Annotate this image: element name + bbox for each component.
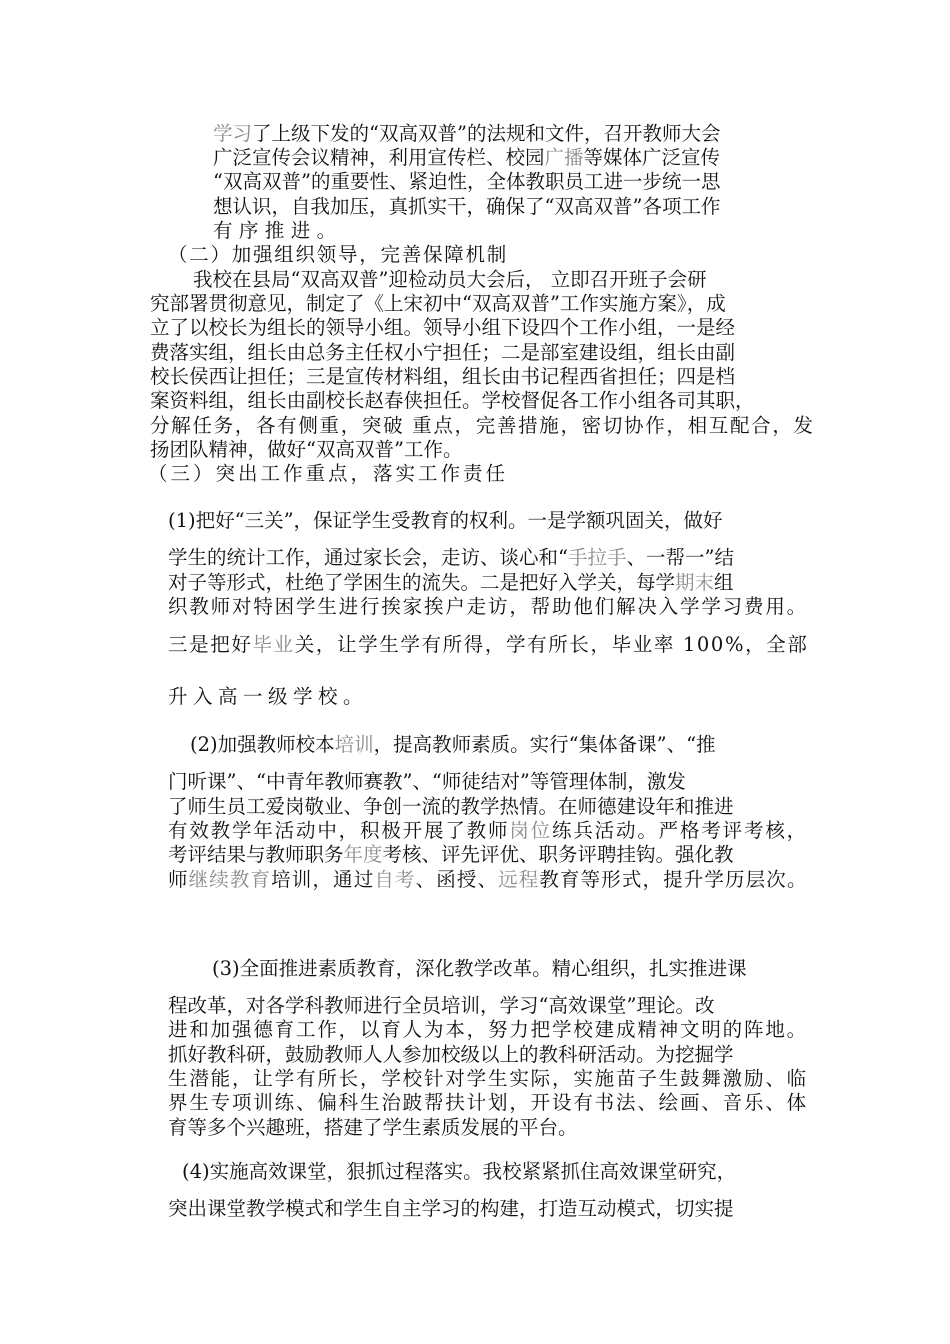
section2-paragraph-line xyxy=(150,414,815,438)
text-fragment: 考评结果与教师职务 xyxy=(168,843,344,866)
text-fragment: 进和加强德育工作，以育人为本，努力把学校建成精神文明的阵地。 xyxy=(168,1018,808,1041)
text-fragment: “双高双普”的重要性、紧迫性，全体教职员工进一步统一思 xyxy=(213,170,721,193)
grey-text-fragment: 年度 xyxy=(343,843,383,866)
text-fragment: 分解任务，各有侧重，突破 重点，完善措施，密切协作，相互配合，发 xyxy=(150,414,815,437)
text-fragment: 校长侯西让担任；三是宣传材料组，组长由书记程西省担任；四是档 xyxy=(150,365,736,388)
text-fragment: 学生的统计工作，通过家长会，走访、谈心和“ xyxy=(168,546,568,569)
section2-paragraph-line xyxy=(150,341,735,365)
text-fragment: 培训，通过 xyxy=(271,868,375,891)
text-fragment: 究部署贯彻意见，制定了《上宋初中“双高双普”工作实施方案》，成 xyxy=(150,292,726,315)
grey-text-fragment: 培训 xyxy=(334,733,374,756)
grey-text-fragment: 期末 xyxy=(675,571,715,594)
section2-paragraph-line xyxy=(150,365,735,389)
text-fragment: 师 xyxy=(168,868,189,891)
text-fragment: 织教师对特困学生进行挨家挨户走访，帮助他们解决入学学习费用。 xyxy=(168,595,808,618)
text-fragment: 对子等形式，杜绝了学困生的流失。二是把好入学关，每学 xyxy=(168,571,676,594)
item1-paragraph-line xyxy=(168,595,808,619)
text-fragment: 程改革，对各学科教师进行全员培训，学习“高效课堂”理论。改 xyxy=(168,994,715,1017)
text-fragment: 立了以校长为组长的领导小组。领导小组下设四个工作小组，一是经 xyxy=(150,316,736,339)
text-fragment: 费落实组，组长由总务主任权小宁担任；二是部室建设组，组长由副 xyxy=(150,341,736,364)
text-fragment: 门听课”、“中青年教师赛教”、“师徒结对”等管理体制，激发 xyxy=(168,770,686,793)
section-heading-2: （二）加强组织领导，完善保障机制 xyxy=(168,243,509,266)
grey-text-fragment: 远程 xyxy=(498,868,540,891)
item2-paragraph-line xyxy=(190,733,716,757)
item4-paragraph-line xyxy=(168,1197,734,1221)
item3-paragraph-line xyxy=(168,1091,808,1115)
item1-paragraph-line xyxy=(168,685,368,709)
text-fragment: 扬团队精神，做好“双高双普”工作。 xyxy=(150,438,463,461)
item2-paragraph-line xyxy=(168,819,808,843)
item4-paragraph-line xyxy=(182,1160,736,1184)
text-fragment: (3)全面推进素质教育，深化教学改革。精心组织，扎实推进课 xyxy=(212,957,747,980)
item3-paragraph-line xyxy=(168,994,714,1018)
grey-text-fragment: 手拉手 xyxy=(567,546,627,569)
grey-text-fragment: 继续教育 xyxy=(188,868,272,891)
grey-text-fragment: 广播 xyxy=(544,146,584,169)
section2-paragraph-line xyxy=(150,292,726,316)
text-fragment: 突出课堂教学模式和学生自主学习的构建，打造互动模式，切实提 xyxy=(168,1197,734,1220)
section2-paragraph-line xyxy=(150,389,755,413)
text-fragment: 界生专项训练、偏科生治跛帮扶计划，开设有书法、绘画、音乐、体 xyxy=(168,1091,808,1114)
text-fragment: 升入高一级学校。 xyxy=(168,685,369,708)
intro-paragraph-line xyxy=(213,219,343,243)
text-fragment: 生潜能，让学有所长，学校针对学生实际，实施苗子生鼓舞激励、临 xyxy=(168,1067,808,1090)
text-fragment: (1)把好“三关”，保证学生受教育的权利。一是学额巩固关，做好 xyxy=(168,509,723,532)
item2-paragraph-line xyxy=(168,868,808,892)
text-fragment: 想认识，自我加压，真抓实干，确保了“双高双普”各项工作 xyxy=(213,195,721,218)
item3-paragraph-line xyxy=(212,957,747,981)
grey-text-fragment: 岗位 xyxy=(509,819,552,842)
text-fragment: 育等多个兴趣班，搭建了学生素质发展的平台。 xyxy=(168,1116,578,1139)
item3-paragraph-line xyxy=(168,1018,808,1042)
text-fragment: 教育等形式，提升学历层次。 xyxy=(539,868,808,891)
text-fragment: 考核、评先评优、职务评聘挂钩。强化教 xyxy=(382,843,734,866)
intro-paragraph-line xyxy=(213,122,720,146)
item2-paragraph-line xyxy=(168,843,734,867)
item3-paragraph-line xyxy=(168,1043,734,1067)
text-fragment: (4)实施高效课堂，狠抓过程落实。我校紧紧抓住高效课堂研究， xyxy=(182,1160,737,1183)
intro-paragraph-line xyxy=(213,146,720,170)
text-fragment: 组 xyxy=(714,571,734,594)
section-heading-3: （三）突出工作重点，落实工作责任 xyxy=(148,462,509,485)
text-fragment: 、一帮一”结 xyxy=(626,546,734,569)
section2-paragraph-line xyxy=(193,268,707,292)
item1-paragraph-line xyxy=(168,546,734,570)
text-fragment: 练兵活动。严格考评考核， xyxy=(552,819,808,842)
intro-paragraph-line xyxy=(213,170,720,194)
section2-paragraph-line xyxy=(150,438,462,462)
item1-paragraph-line xyxy=(168,509,723,533)
text-fragment: ，提高教师素质。实行“集体备课”、“推 xyxy=(373,733,716,756)
item1-paragraph-line xyxy=(168,571,734,595)
section2-paragraph-line xyxy=(150,316,735,340)
item1-paragraph-line xyxy=(168,633,808,657)
text-fragment: 三是把好 xyxy=(168,633,253,656)
text-fragment: 案资料组，组长由副校长赵春侠担任。学校督促各工作小组各司其职， xyxy=(150,389,755,412)
grey-text-fragment: 毕业 xyxy=(252,633,295,656)
grey-text-fragment: 自考 xyxy=(374,868,416,891)
item2-paragraph-line xyxy=(168,770,686,794)
text-fragment: 了师生员工爱岗敬业、争创一流的教学热情。在师德建设年和推进 xyxy=(168,795,734,818)
text-fragment: 抓好教科研，鼓励教师人人参加校级以上的教科研活动。为挖掘学 xyxy=(168,1043,734,1066)
intro-paragraph-line xyxy=(213,195,720,219)
text-fragment: 、函授、 xyxy=(415,868,499,891)
text-fragment: (2)加强教师校本 xyxy=(190,733,335,756)
item3-paragraph-line xyxy=(168,1067,808,1091)
text-fragment: 等媒体广泛宣传 xyxy=(583,146,721,169)
text-fragment: 我校在县局“双高双普”迎检动员大会后， 立即召开班子会研 xyxy=(193,268,707,291)
grey-text-fragment: 学习 xyxy=(213,122,253,145)
item3-paragraph-line xyxy=(168,1116,578,1140)
text-fragment: 广泛宣传会议精神，利用宣传栏、校园 xyxy=(213,146,545,169)
text-fragment: 有效教学年活动中，积极开展了教师 xyxy=(168,819,510,842)
text-fragment: 关，让学生学有所得，学有所长，毕业率 100%，全部 xyxy=(294,633,809,656)
text-fragment: 有序推进。 xyxy=(213,219,343,242)
item2-paragraph-line xyxy=(168,795,734,819)
text-fragment: 了上级下发的“双高双普”的法规和文件，召开教师大会 xyxy=(252,122,721,145)
